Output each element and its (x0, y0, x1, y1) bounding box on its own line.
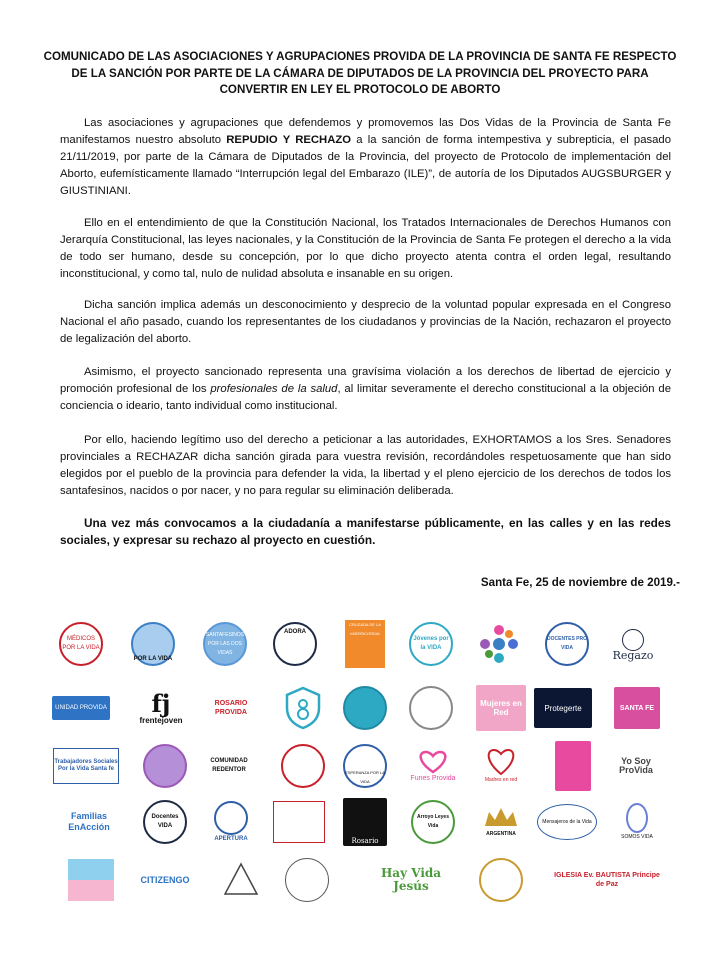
santa-fe-logo (608, 682, 666, 734)
triangle-icon (221, 860, 261, 900)
por-la-vida-logo-text: POR LA VIDA (131, 622, 175, 666)
familias-en-accion-logo-text: Familias EnAcción (68, 811, 110, 832)
paragraph-4-italic: profesionales de la salud (210, 383, 338, 396)
madres-en-red-logo-text: Madres en red (484, 776, 518, 783)
pink-square-logo (544, 740, 602, 792)
hay-vida-jesus-logo (378, 854, 444, 906)
adora-logo (266, 618, 324, 670)
santafesinos-dos-vidas-logo-text: SANTAFESINOS POR LAS DOS VIDAS (203, 622, 247, 666)
lion-emblem (479, 858, 523, 902)
funes-provida-logo-text: Funes Provida (410, 774, 456, 782)
funes-provida-logo (404, 740, 462, 792)
people-circle-logo (470, 618, 528, 670)
hay-vida-jesus-logo-text: Hay Vida Jesús (380, 866, 442, 893)
docentes-provida-logo (538, 618, 596, 670)
jovenes-por-la-vida-logo (402, 618, 460, 670)
unidad-provida-logo (52, 682, 110, 734)
cruzada-misericordia-logo (336, 618, 394, 670)
closing-call: Una vez más convocamos a la ciudadanía a manifestarse públicamente, en las calles y en las redes sociales, y expresar su rechazo al proyecto en cuestión. (60, 516, 671, 548)
logo-row-5 (52, 854, 680, 912)
paragraph-1 (60, 115, 671, 200)
crown-icon (481, 806, 521, 830)
red-circle-logo (274, 740, 332, 792)
citizengo-logo-text: CITIZENGO (140, 874, 190, 885)
arroyo-leyes-vida-logo (404, 796, 462, 848)
frentejoven-fj-icon: fj (151, 688, 171, 718)
teal-circle-logo (336, 682, 394, 734)
heart-icon (416, 750, 450, 774)
rosario-provida-logo-text: ROSARIO PROVIDA (214, 700, 248, 716)
unidad-provida-logo-text: UNIDAD PROVIDA (52, 696, 110, 720)
seal-logo (278, 854, 336, 906)
logo-row-4 (52, 796, 680, 854)
paragraph-2: Ello en el entendimiento de que la Constitución Nacional, los Tratados Internacionales de Derechos Humanos con Jerarquía Constitucional, las leyes nacionales, y la Constitución de la Provincia de Santa Fe protegen el derecho a la vida de todo ser humano, desde su concepción, por lo que dicho proyecto atenta contra el orden legal, resultando inconstitucional, y como tal, nulo de nulidad absoluta e insanable en su origen. (60, 217, 671, 281)
comunidad-redentor-logo-text: COMUNIDAD REDENTOR (210, 758, 248, 773)
docentes-vida-logo-text: Docentes VIDA (143, 800, 187, 844)
unidad-por-la-vida-logo (270, 796, 328, 848)
paragraph-1-text-a: Las asociaciones y agrupaciones que defendemos y promovemos las Dos Vidas de la Provincia de Santa Fe manifestamos nuestro absoluto (60, 117, 671, 147)
yo-soy-provida-logo-text: Yo Soy ProVida (619, 756, 653, 775)
pastel-flag-logo (62, 854, 120, 906)
protegerte-logo (534, 682, 592, 734)
somos-vida-emblem (626, 803, 648, 833)
frentejoven-logo-text: frentejoven (139, 715, 183, 725)
teal-circle-emblem (343, 686, 387, 730)
citizengo-logo (136, 854, 194, 906)
red-circle-emblem (281, 744, 325, 788)
paragraph-4-text-a: Asimismo, el proyecto sancionado representa una gravísima violación a los derechos de libertad de ejercicio y promoción profesional de los (60, 366, 671, 396)
seal-emblem (285, 858, 329, 902)
mensajeros-de-la-vida-logo (536, 796, 598, 848)
shield-icon (283, 686, 323, 730)
jovenes-por-la-vida-logo-text: Jóvenes por la VIDA (409, 622, 453, 666)
mensajeros-logo-text: Mensajeros de la Vida (537, 804, 597, 840)
yo-soy-provida-logo (604, 740, 668, 792)
mujeres-en-red-logo-text: Mujeres en Red (476, 685, 526, 731)
lion-logo (472, 854, 530, 906)
arroyo-leyes-logo-text: Arroyo Leyes Vida (411, 800, 455, 844)
docentes-vida-logo (136, 796, 194, 848)
logo-row-1 (52, 618, 680, 676)
adora-logo-text: ADORA (273, 622, 317, 666)
santa-fe-logo-text: SANTA FE (614, 687, 660, 729)
rosario-provida-logo (202, 682, 260, 734)
familias-en-accion-logo (60, 796, 118, 848)
medicos-por-la-vida-logo-text: MÉDICOS POR LA VIDA (59, 622, 103, 666)
logo-row-3 (52, 740, 680, 798)
trabajadores-sociales-logo (52, 740, 120, 792)
paragraph-5: Por ello, haciendo legítimo uso del derecho a peticionar a las autoridades, EXHORTAMOS a los Sres. Senadores provinciales a RECHAZAR dicha sanción girada para vuestra revisión, recordándoles respetuosamente que han sido elegidos por el pueblo de la provincia para defender la vida, la libertad y el pleno ejercicio de los derechos de todos los santafesinos, nacidos o por nacer, y no para regular su eliminación deliberada. (60, 434, 671, 498)
people-circle-icon (477, 622, 521, 666)
iglesia-principe-de-paz-logo (552, 854, 662, 906)
triangle-logo (212, 854, 270, 906)
purple-circle-logo (136, 740, 194, 792)
rosario-black-logo (336, 796, 394, 848)
esperanza-por-la-vida-logo (336, 740, 394, 792)
shield-logo (274, 682, 332, 734)
madres-en-red-logo (472, 740, 530, 792)
argentina-crown-logo (472, 796, 530, 848)
medicos-por-la-vida-logo (52, 618, 110, 670)
provida-outline-emblem (409, 686, 453, 730)
paragraph-4 (60, 364, 671, 415)
paragraph-3: Dicha sanción implica además un desconocimiento y desprecio de la voluntad popular expresada en el Congreso Nacional el año pasado, cuando los representantes de los ciudadanos y provincias de la Nación, rechazaron el proyecto de legalización del aborto. (60, 299, 671, 346)
mujeres-en-red-logo (472, 682, 530, 734)
paragraph-1-emphasis: REPUDIO Y RECHAZO (226, 134, 352, 147)
por-la-vida-logo (124, 618, 182, 670)
esperanza-logo-text: ESPERANZA POR LA VIDA (343, 744, 387, 788)
apertura-emblem (214, 801, 248, 835)
logo-row-2 (52, 682, 680, 740)
pink-square-emblem (555, 741, 591, 791)
provida-outline-logo (402, 682, 460, 734)
apertura-logo (202, 796, 260, 848)
comunidad-redentor-logo (194, 740, 264, 792)
regazo-logo (604, 618, 662, 670)
rosario-black-logo-text: Rosario (343, 798, 387, 846)
heart-outline-icon (484, 748, 518, 776)
pastel-flag-emblem (68, 859, 114, 901)
trabajadores-sociales-logo-text: Trabajadores Sociales Por la Vida Santa fe (53, 748, 119, 784)
paragraph-1-text-c: a la sanción de forma intempestiva y subrepticia, el pasado 21/11/2019, por parte de la Cámara de Diputados de la Provincia, del proyecto de Protocolo de implementación del Aborto, eufemísticamente llamado “Interrupción legal del Embarazo (ILE)”, de autoría de los Diputados AUGSBURGER y GIUSTINIANI. (60, 134, 671, 198)
santafesinos-dos-vidas-logo (196, 618, 254, 670)
purple-circle-emblem (143, 744, 187, 788)
regazo-emblem-icon (622, 629, 644, 651)
frentejoven-logo (132, 682, 190, 734)
argentina-logo-text: ARGENTINA (486, 830, 516, 837)
docentes-provida-logo-text: DOCENTES PRO VIDA (545, 622, 589, 666)
apertura-logo-text: APERTURA (214, 835, 248, 842)
somos-vida-logo-text: SOMOS VIDA (621, 833, 653, 840)
document-title: COMUNICADO DE LAS ASOCIACIONES Y AGRUPACIONES PROVIDA DE LA PROVINCIA DE SANTA FE RESPECTO DE LA SANCIÓN POR PARTE DE LA CÁMARA DE DIPUTADOS DE LA PROVINCIA DEL PROYECTO PARA CONVERTIR EN LEY EL PROTOCOLO DE ABORTO (43, 50, 677, 97)
somos-vida-logo (608, 796, 666, 848)
cruzada-misericordia-logo-text: CRUZADA DE LA MISERICORDIA (345, 620, 385, 668)
unidad-por-la-vida-emblem (273, 801, 325, 843)
protegerte-logo-text: Protegerte (534, 688, 592, 728)
signature-date: Santa Fe, 25 de noviembre de 2019.- (480, 576, 680, 589)
paragraph-4-text-c: , al limitar severamente el derecho constitucional a la objeción de conciencia o ideario, tanto individual como institucional. (60, 383, 671, 413)
regazo-logo-text: Regazo (612, 648, 654, 662)
iglesia-logo-text: IGLESIA Ev. BAUTISTA Príncipe de Paz (554, 872, 660, 888)
